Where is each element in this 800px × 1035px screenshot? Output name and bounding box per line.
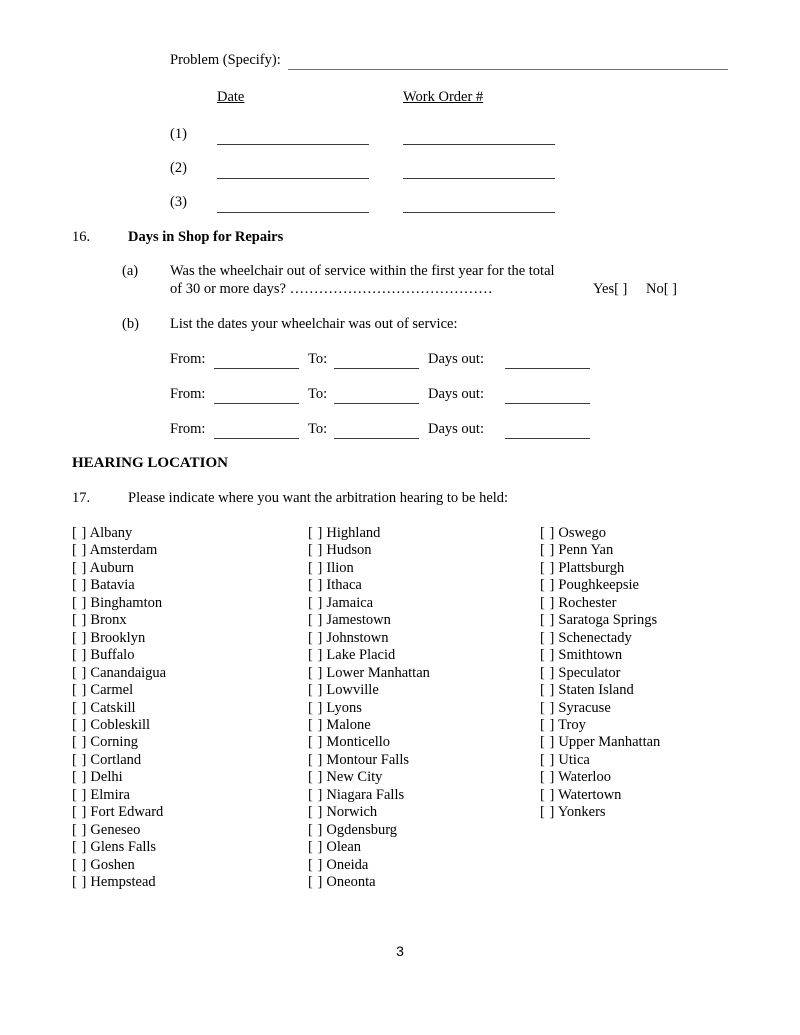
date-column-header: Date — [217, 89, 245, 105]
problem-row-2-date-blank[interactable] — [217, 178, 369, 179]
question-16b-label: (b) — [122, 316, 139, 332]
hearing-location-option[interactable] — [72, 822, 166, 839]
work-order-column-header: Work Order # — [403, 89, 484, 105]
hearing-location-option[interactable] — [308, 577, 430, 594]
checkbox-icon[interactable]: [ ] — [72, 682, 87, 699]
hearing-location-option-label: Oneonta — [322, 874, 376, 891]
hearing-location-option-label: Auburn — [86, 559, 134, 576]
checkbox-icon[interactable]: [ ] — [72, 804, 87, 821]
checkbox-icon[interactable]: [ ] — [308, 699, 323, 716]
hearing-location-option-label: Syracuse — [554, 699, 611, 716]
out-of-service-row-3-from-label: From: — [170, 421, 206, 437]
hearing-location-option-label: Speculator — [554, 664, 621, 681]
problem-specify-label: Problem (Specify): — [170, 52, 281, 68]
checkbox-icon[interactable]: [ ] — [72, 647, 87, 664]
hearing-location-option-label: Olean — [322, 839, 362, 856]
hearing-location-option[interactable] — [540, 700, 660, 717]
problem-specify-blank-line[interactable] — [288, 69, 728, 70]
out-of-service-row-2-days-out-blank[interactable] — [505, 403, 590, 404]
hearing-location-option-label: Staten Island — [554, 682, 634, 699]
hearing-location-option[interactable] — [540, 542, 660, 559]
checkbox-icon[interactable]: [ ] — [72, 839, 87, 856]
question-16a-text-line-1: Was the wheelchair out of service within the first year for the total — [170, 263, 555, 279]
problem-row-1-work-order-blank[interactable] — [403, 144, 555, 145]
out-of-service-row-2-to-label: To: — [308, 386, 328, 402]
hearing-location-option-label: Cobleskill — [86, 716, 151, 733]
checkbox-icon[interactable]: [ ] — [540, 612, 555, 629]
checkbox-icon[interactable]: [ ] — [308, 542, 323, 559]
checkbox-icon[interactable]: [ ] — [540, 786, 555, 803]
checkbox-icon[interactable]: [ ] — [72, 874, 87, 891]
question-16-title: Days in Shop for Repairs — [128, 229, 284, 245]
hearing-location-option[interactable] — [72, 734, 166, 751]
hearing-location-option-label: Lowville — [322, 682, 379, 699]
checkbox-icon[interactable]: [ ] — [540, 716, 555, 733]
checkbox-icon[interactable]: [ ] — [540, 734, 555, 751]
checkbox-icon[interactable]: [ ] — [308, 577, 323, 594]
hearing-location-option[interactable] — [540, 752, 660, 769]
checkbox-icon[interactable]: [ ] — [540, 542, 555, 559]
problem-row-1-date-blank[interactable] — [217, 144, 369, 145]
hearing-location-option-label: Smithtown — [554, 647, 623, 664]
out-of-service-row-1-from-label: From: — [170, 351, 206, 367]
checkbox-icon[interactable]: [ ] — [308, 664, 323, 681]
hearing-location-option-label: Corning — [86, 734, 138, 751]
hearing-location-option[interactable] — [308, 525, 430, 542]
checkbox-icon[interactable]: [ ] — [540, 751, 555, 768]
hearing-location-option[interactable] — [72, 665, 166, 682]
out-of-service-row-3-from-blank[interactable] — [214, 438, 299, 439]
checkbox-icon[interactable]: [ ] — [308, 647, 323, 664]
hearing-location-option-label: Lower Manhattan — [322, 664, 430, 681]
hearing-location-option-label: Schenectady — [554, 629, 632, 646]
hearing-location-option-label: Highland — [322, 525, 381, 541]
checkbox-icon[interactable]: [ ] — [72, 594, 87, 611]
hearing-location-option-label: Hempstead — [86, 874, 156, 891]
hearing-location-option[interactable] — [308, 804, 430, 821]
hearing-location-option-label: Jamaica — [322, 594, 374, 611]
hearing-location-option[interactable] — [72, 595, 166, 612]
problem-row-number-1: (1) — [170, 126, 187, 142]
hearing-location-option[interactable] — [540, 734, 660, 751]
hearing-location-option[interactable] — [72, 525, 166, 542]
hearing-location-option-label: Hudson — [322, 542, 372, 559]
out-of-service-row-2-to-blank[interactable] — [334, 403, 419, 404]
checkbox-icon[interactable]: [ ] — [540, 559, 555, 576]
hearing-location-option-label: Penn Yan — [554, 542, 614, 559]
hearing-location-option-label: Ithaca — [322, 577, 362, 594]
checkbox-icon[interactable]: [ ] — [72, 629, 87, 646]
checkbox-icon[interactable]: [ ] — [308, 525, 323, 541]
out-of-service-row-3-days-out-blank[interactable] — [505, 438, 590, 439]
hearing-location-option-label: Oneida — [322, 856, 369, 873]
checkbox-icon[interactable]: [ ] — [72, 856, 87, 873]
hearing-location-option-label: Montour Falls — [322, 751, 409, 768]
hearing-location-option[interactable] — [308, 717, 430, 734]
question-16a-text-line-2: of 30 or more days? …………………………………… — [170, 281, 493, 297]
checkbox-icon[interactable]: [ ] — [72, 734, 87, 751]
checkbox-icon[interactable]: [ ] — [72, 769, 87, 786]
hearing-location-option[interactable] — [72, 682, 166, 699]
hearing-location-option-label: Bronx — [86, 612, 127, 629]
hearing-location-option[interactable] — [72, 874, 166, 891]
hearing-location-option-label: Ilion — [322, 559, 354, 576]
hearing-location-option[interactable] — [308, 857, 430, 874]
checkbox-icon[interactable]: [ ] — [308, 769, 323, 786]
checkbox-icon[interactable]: [ ] — [308, 839, 323, 856]
hearing-location-option-label: Brooklyn — [86, 629, 146, 646]
hearing-location-option-label: Buffalo — [86, 647, 135, 664]
hearing-location-option[interactable] — [308, 822, 430, 839]
hearing-location-option-label: Yonkers — [554, 804, 606, 821]
problem-row-3-date-blank[interactable] — [217, 212, 369, 213]
hearing-location-option[interactable] — [72, 700, 166, 717]
hearing-location-option[interactable] — [308, 542, 430, 559]
hearing-location-option-label: Troy — [554, 716, 586, 733]
checkbox-icon[interactable]: [ ] — [308, 874, 323, 891]
problem-row-number-2: (2) — [170, 160, 187, 176]
hearing-location-option-label: Watertown — [554, 786, 622, 803]
hearing-location-option-label: Oswego — [554, 525, 606, 541]
out-of-service-row-2-from-blank[interactable] — [214, 403, 299, 404]
hearing-location-option[interactable] — [72, 717, 166, 734]
hearing-location-option-label: Waterloo — [554, 769, 611, 786]
hearing-location-option[interactable] — [72, 804, 166, 821]
out-of-service-row-3-days-out-label: Days out: — [428, 421, 484, 437]
hearing-location-option[interactable] — [308, 700, 430, 717]
hearing-location-option[interactable] — [540, 560, 660, 577]
hearing-location-option[interactable] — [540, 612, 660, 629]
hearing-location-option-label: Monticello — [322, 734, 391, 751]
checkbox-icon[interactable]: [ ] — [540, 525, 555, 541]
hearing-location-option-label: Batavia — [86, 577, 135, 594]
hearing-location-option-label: Geneseo — [86, 821, 141, 838]
hearing-location-option-label: Niagara Falls — [322, 786, 405, 803]
checkbox-icon[interactable]: [ ] — [308, 682, 323, 699]
question-17-number: 17. — [72, 490, 91, 506]
hearing-location-option-label: Ogdensburg — [322, 821, 398, 838]
hearing-location-option[interactable] — [72, 647, 166, 664]
checkbox-icon[interactable]: [ ] — [540, 769, 555, 786]
problem-row-2-work-order-blank[interactable] — [403, 178, 555, 179]
hearing-location-option-label: Catskill — [86, 699, 136, 716]
checkbox-icon[interactable]: [ ] — [72, 821, 87, 838]
question-17-text: Please indicate where you want the arbitration hearing to be held: — [128, 490, 509, 506]
hearing-location-option[interactable] — [540, 525, 660, 542]
checkbox-icon[interactable]: [ ] — [308, 559, 323, 576]
question-16b-text: List the dates your wheelchair was out of service: — [170, 316, 458, 332]
hearing-location-option-label: Cortland — [86, 751, 142, 768]
hearing-location-option[interactable] — [308, 752, 430, 769]
hearing-location-option-label: Binghamton — [86, 594, 163, 611]
hearing-location-option[interactable] — [308, 665, 430, 682]
hearing-location-option-label: Norwich — [322, 804, 378, 821]
checkbox-icon[interactable]: [ ] — [72, 699, 87, 716]
hearing-location-option-label: Poughkeepsie — [554, 577, 639, 594]
out-of-service-row-2-from-label: From: — [170, 386, 206, 402]
checkbox-icon[interactable]: [ ] — [540, 629, 555, 646]
hearing-location-option-label: Lyons — [322, 699, 362, 716]
out-of-service-row-3-to-label: To: — [308, 421, 328, 437]
hearing-location-option-label: Fort Edward — [86, 804, 164, 821]
hearing-location-option-label: Elmira — [86, 786, 130, 803]
hearing-location-option-label: Utica — [554, 751, 590, 768]
checkbox-icon[interactable]: [ ] — [72, 786, 87, 803]
checkbox-icon[interactable]: [ ] — [72, 577, 87, 594]
out-of-service-row-1-days-out-label: Days out: — [428, 351, 484, 367]
page-number: 3 — [396, 943, 404, 959]
checkbox-icon[interactable]: [ ] — [72, 612, 87, 629]
out-of-service-row-2-days-out-label: Days out: — [428, 386, 484, 402]
checkbox-icon[interactable]: [ ] — [540, 594, 555, 611]
hearing-location-column-2 — [308, 525, 430, 892]
hearing-location-option[interactable] — [72, 839, 166, 856]
checkbox-icon[interactable]: [ ] — [308, 629, 323, 646]
hearing-location-option-label: Carmel — [86, 682, 134, 699]
problem-row-3-work-order-blank[interactable] — [403, 212, 555, 213]
hearing-location-option[interactable] — [540, 717, 660, 734]
hearing-location-option-label: Johnstown — [322, 629, 389, 646]
hearing-location-option[interactable] — [540, 577, 660, 594]
checkbox-icon[interactable]: [ ] — [72, 664, 87, 681]
hearing-location-option[interactable] — [308, 769, 430, 786]
hearing-location-option[interactable] — [308, 612, 430, 629]
hearing-location-option[interactable] — [308, 734, 430, 751]
checkbox-icon[interactable]: [ ] — [540, 699, 555, 716]
hearing-location-option-label: Lake Placid — [322, 647, 396, 664]
hearing-location-option-label: Jamestown — [322, 612, 391, 629]
out-of-service-row-1-days-out-blank[interactable] — [505, 368, 590, 369]
checkbox-icon[interactable]: [ ] — [308, 594, 323, 611]
problem-row-number-3: (3) — [170, 194, 187, 210]
checkbox-icon[interactable]: [ ] — [540, 664, 555, 681]
hearing-location-option[interactable] — [540, 769, 660, 786]
hearing-location-option[interactable] — [308, 560, 430, 577]
out-of-service-row-1-to-blank[interactable] — [334, 368, 419, 369]
question-16a-yes-checkbox[interactable]: Yes[ ] — [593, 281, 628, 297]
hearing-location-heading: HEARING LOCATION — [72, 455, 228, 471]
hearing-location-option-label: Delhi — [86, 769, 123, 786]
question-16a-label: (a) — [122, 263, 139, 279]
hearing-location-option-label: Plattsburgh — [554, 559, 625, 576]
hearing-location-option[interactable] — [308, 839, 430, 856]
checkbox-icon[interactable]: [ ] — [72, 751, 87, 768]
hearing-location-option-label: Canandaigua — [86, 664, 167, 681]
hearing-location-option[interactable] — [72, 752, 166, 769]
checkbox-icon[interactable]: [ ] — [540, 577, 555, 594]
hearing-location-option[interactable] — [540, 804, 660, 821]
out-of-service-row-1-to-label: To: — [308, 351, 328, 367]
hearing-location-option[interactable] — [72, 577, 166, 594]
out-of-service-row-1-from-blank[interactable] — [214, 368, 299, 369]
checkbox-icon[interactable]: [ ] — [72, 525, 87, 541]
checkbox-icon[interactable]: [ ] — [308, 751, 323, 768]
hearing-location-option-label: Goshen — [86, 856, 135, 873]
checkbox-icon[interactable]: [ ] — [72, 542, 87, 559]
hearing-location-option[interactable] — [540, 665, 660, 682]
hearing-location-option-label: Rochester — [554, 594, 617, 611]
out-of-service-row-3-to-blank[interactable] — [334, 438, 419, 439]
checkbox-icon[interactable]: [ ] — [308, 821, 323, 838]
question-16-number: 16. — [72, 229, 91, 245]
hearing-location-option[interactable] — [540, 787, 660, 804]
hearing-location-option[interactable] — [308, 787, 430, 804]
checkbox-icon[interactable]: [ ] — [540, 804, 555, 821]
checkbox-icon[interactable]: [ ] — [308, 734, 323, 751]
checkbox-icon[interactable]: [ ] — [72, 559, 87, 576]
hearing-location-option[interactable] — [72, 612, 166, 629]
hearing-location-option[interactable] — [72, 769, 166, 786]
hearing-location-option[interactable] — [308, 682, 430, 699]
hearing-location-column-1 — [72, 525, 166, 892]
hearing-location-option[interactable] — [72, 542, 166, 559]
checkbox-icon[interactable]: [ ] — [308, 716, 323, 733]
checkbox-icon[interactable]: [ ] — [308, 856, 323, 873]
hearing-location-option[interactable] — [308, 595, 430, 612]
hearing-location-option-label: Saratoga Springs — [554, 612, 658, 629]
hearing-location-option-label: Glens Falls — [86, 839, 157, 856]
hearing-location-option[interactable] — [540, 647, 660, 664]
hearing-location-option[interactable] — [72, 787, 166, 804]
hearing-location-option-label: Malone — [322, 716, 371, 733]
hearing-location-option-label: Albany — [86, 525, 133, 541]
hearing-location-option[interactable] — [540, 630, 660, 647]
hearing-location-option[interactable] — [308, 647, 430, 664]
checkbox-icon[interactable]: [ ] — [308, 612, 323, 629]
hearing-location-option-label: New City — [322, 769, 383, 786]
question-16a-no-checkbox[interactable]: No[ ] — [646, 281, 678, 297]
hearing-location-option[interactable] — [540, 595, 660, 612]
hearing-location-option[interactable] — [308, 630, 430, 647]
hearing-location-option[interactable] — [540, 682, 660, 699]
hearing-location-column-3 — [540, 525, 660, 822]
hearing-location-option[interactable] — [72, 857, 166, 874]
hearing-location-option[interactable] — [72, 560, 166, 577]
hearing-location-option-label: Amsterdam — [86, 542, 158, 559]
hearing-location-option-label: Upper Manhattan — [554, 734, 661, 751]
checkbox-icon[interactable]: [ ] — [308, 804, 323, 821]
checkbox-icon[interactable]: [ ] — [308, 786, 323, 803]
hearing-location-option[interactable] — [72, 630, 166, 647]
checkbox-icon[interactable]: [ ] — [540, 682, 555, 699]
hearing-location-option[interactable] — [308, 874, 430, 891]
checkbox-icon[interactable]: [ ] — [72, 716, 87, 733]
checkbox-icon[interactable]: [ ] — [540, 647, 555, 664]
